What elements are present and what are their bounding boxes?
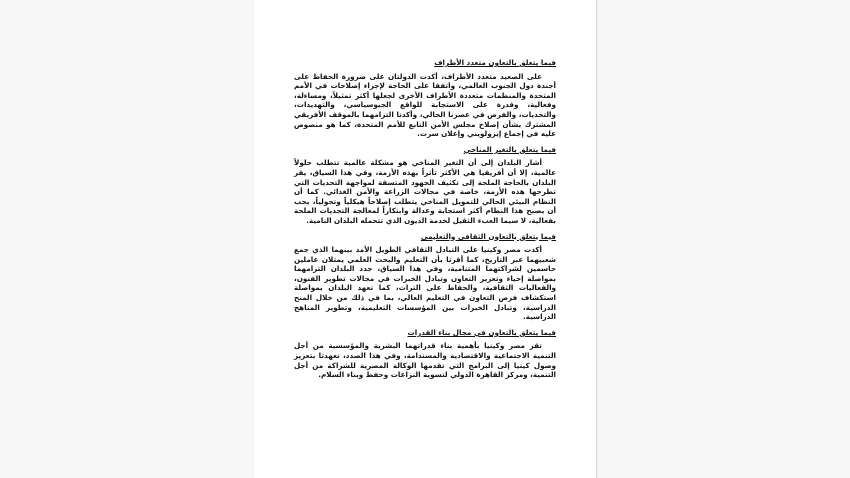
section-heading: فيما يتعلق بالتعاون متعدد الأطراف bbox=[434, 58, 556, 67]
section-heading: فيما يتعلق بالتعاون في مجال بناء القدرات bbox=[407, 327, 556, 337]
section-capacity-building bbox=[294, 328, 556, 380]
section-climate-change bbox=[294, 145, 556, 226]
section-cultural-education bbox=[294, 232, 556, 322]
section-paragraph: أشار البلدان إلى أن التغير المناخي هو مشكلة عالمية تتطلب حلولاً عالمية، إلا أن أفريقيا هي الأكثر تأثراً بهذه الأزمة، وفي هذا السياق، يقر البلدان بالحاجة الملحة إلى تكثيف الجهود المتسقة لمواجهة التحديات التي تطرحها هذه الأزمة، خاصة في مجالات الزراعة والأمن الغذائي. كما أن النظام البيئي الحالي للتمويل المناخي يتطلب إصلاحاً هيكلياً وتحولياً، يجب أن يصبح هذا النظام أكثر استجابة وعدالة وابتكاراً لمعالجة التحديات الملحة بفعالية، لا سيما العبء الثقيل لخدمة الديون الذي تتحمله البلدان النامية. bbox=[294, 158, 556, 225]
section-multilateral bbox=[294, 58, 556, 139]
section-heading: فيما يتعلق بالتغير المناخي bbox=[463, 144, 556, 154]
document-page bbox=[254, 0, 597, 478]
section-paragraph: تقر مصر وكينيا بأهمية بناء قدراتهما البشرية والمؤسسية من أجل التنمية الاجتماعية والاقتصادية والمستدامة، وفي هذا الصدد، تعهدتا بتعزيز وصول كينيا إلى البرامج التي تقدمها الوكالة المصرية للشراكة من أجل التنمية، ومركز القاهرة الدولي لتسوية النزاعات وحفظ وبناء السلام. bbox=[294, 341, 556, 380]
section-paragraph: أكدت مصر وكينيا على التبادل الثقافي الطويل الأمد بينهما الذي جمع شعبيهما عبر التاريخ، كما أقرتا بأن التعليم والبحث العلمي يمثلان عاملين حاسمين لشراكتهما المتنامية، وفي هذا السياق، جدد البلدان التزامهما بمواصلة إحياء وتعزيز التعاون وتبادل الخبرات في مجالات تطوير الفنون، والفعاليات الثقافية، والحفاظ على التراث، كما تعهد البلدان بمواصلة استكشاف فرص التعاون في التعليم العالي، بما في ذلك من خلال المنح الدراسية، وتبادل الخبرات بين المؤسسات التعليمية، وتطوير المناهج الدراسية. bbox=[294, 245, 556, 322]
page-content bbox=[294, 58, 556, 386]
section-paragraph: على الصعيد متعدد الأطراف، أكدت الدولتان على ضرورة الحفاظ على أجندة دول الجنوب العالمي، واتفقا على الحاجة لإجراء إصلاحات في الأمم المتحدة والمنظمات متعددة الأطراف الأخرى لجعلها أكثر تمثيلاً، ومساءلة، وفعالية، وقدرة على الاستجابة للواقع الجيوسياسي، والتهديدات، والتحديات، والفرص في عصرنا الحالي، وأكدتا التزامهما بالموقف الأفريقي المشترك بشأن إصلاح مجلس الأمن التابع للأمم المتحدة، كما هو منصوص عليه في إجماع إيزولويني وإعلان سرت. bbox=[294, 71, 556, 139]
section-heading: فيما يتعلق بالتعاون الثقافي والتعليمي bbox=[420, 231, 556, 241]
